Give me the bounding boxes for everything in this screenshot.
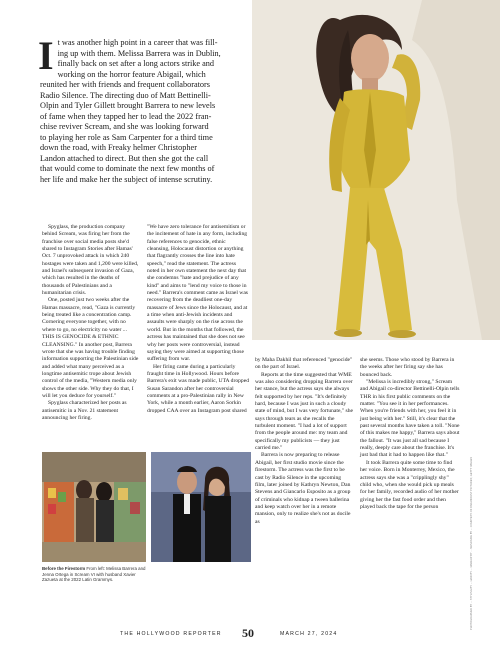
lead-paragraph — [38, 33, 250, 185]
page-number: 50 — [242, 626, 254, 640]
lead-line: that would come to dominate the next few months of — [40, 164, 215, 173]
lead-line: chise reviver Scream, and she was looking forward — [40, 122, 209, 131]
body-column-4 — [360, 357, 460, 511]
caption-title: Before the Firestorm — [42, 566, 86, 571]
lead-line: reunited her with friends and frequent collaborators — [40, 80, 210, 89]
lead-line: her life and make her the subject of intense scrutiny. — [40, 174, 213, 184]
body-paragraph: Her firing came during a particularly fraught time in Hollywood. Hours before Barrera's exit was made public, UTA dropped Susan Sarandon after her controversial comments at a pro-Palestinian rally in New York, while a month earlier, Aaron Sorkin dropped CAA over an Instagram post shared — [147, 363, 249, 414]
main-portrait-photo — [252, 0, 500, 340]
body-paragraph: "Melissa is incredibly strong," Scream and Abigail co-director Bettinelli-Olpin tells THR in his first public comments on the matter. "You see it in her performances. When you're friends with her, you feel it in just being with her." Still, it's clear that the past several months have taken a toll. "None of this makes me happy," Barrera says about the fallout. "It was just all sad because I really, deeply care about the franchise. It's just bad that it had to happen like that." — [360, 379, 460, 459]
body-paragraph: Reports at the time suggested that WME was also considering dropping Barrera over her stance, but the actress says she always felt supported by her reps. "It's definitely hard, because I was just in such a cloudy state of mind, but I was very fortunate," she says through tears as she recalls the turbulent moment. "I had a lot of support from the people around me: my team and specifically my publicists — they just carried me." — [255, 371, 353, 452]
couple-illustration — [151, 452, 251, 562]
lead-line: finally back on set after a long actors strike and — [57, 59, 215, 68]
issue-date: MARCH 27, 2024 — [280, 631, 338, 637]
body-paragraph: One, posted just two weeks after the Hamas massacre, read, "Gaza is currently being treated like a concentration camp. Cornering everyone together, with no where to go, no electricity no water ... THIS IS GENOCIDE & ETHNIC CLEANSING." In another post, Barrera wrote that she was having trouble finding information supporting the Palestinian side and added what many perceived as a longtime antisemitic trope about Jewish control of the media, "Western media only shows the other side. Why they do that, I will let you deduce for yourself." — [42, 297, 139, 399]
body-column-1 — [42, 224, 140, 422]
body-paragraph: Spyglass, the production company behind Scream, was firing her from the franchise over social media posts she'd shared to Instagram Stories after Hamas' Oct. 7 unprovoked attack in which 240 hostages were taken and 1,200 were killed, and Israel's subsequent invasion of Gaza, which has resulted in the deaths of thousands of Palestinians and a humanitarian crisis. — [42, 224, 139, 297]
body-paragraph: by Maha Dakhil that referenced "genocide" on the part of Israel. — [255, 357, 353, 371]
body-paragraph: "We have zero tolerance for antisemitism or the incitement of hate in any form, including false references to genocide, ethnic cleansing, Holocaust distortion or anything that flagrantly crosses the line into hate speech," read the statement. The actress noted in her own statement the next day that she condemns "hate and prejudice of any kind" and aims to "lend my voice to those in need." Barrera's comment came as Israel was recovering from the deadliest one-day massacre of Jews since the Holocaust, and at a time when anti-Jewish incidents and assaults were sharply on the rise across the world. But in the months that followed, the actress has maintained that she does not see why her posts were controversial, instead saying they were aimed at supporting those suffering from war. — [147, 224, 248, 363]
body-column-2 — [147, 224, 249, 415]
lead-line: t was another high point in a career that was fill- — [57, 38, 218, 47]
body-paragraph: It took Barrera quite some time to find her voice. Born in Monterrey, Mexico, the actress says she was a "cripplingly shy" child who, when she would pick up meals for her family, recorded audio of her mother giving her the fast food order and then played back the tape for the person — [360, 459, 459, 510]
body-column-3 — [255, 357, 353, 526]
caption-text: From left: Melissa Barrera and Jenna Ortega in Scream VI with husband Xavier Zazueta at the 2022 Latin Grammys. — [42, 566, 146, 583]
photo-caption — [42, 566, 148, 583]
scream-still-photo — [42, 452, 146, 562]
lead-line: Landon attached to direct. But then she got the call — [40, 153, 209, 163]
store-scene-illustration — [42, 452, 146, 562]
page-footer — [0, 627, 500, 641]
lead-line: down the road, with Freaky helmer Christopher — [40, 143, 197, 152]
photo-credit: PHOTOGRAPHED BY ... STYLING BY ... HAIR BY ... MAKEUP BY ... MANICURE BY ... COURTESY OF PARAMOUNT PICTURES; GETTY IMAGES — [470, 456, 473, 630]
red-carpet-photo — [151, 452, 251, 562]
lead-line: of fame when they tapped her to lead the 2022 fran- — [40, 111, 212, 121]
lead-line: Olpin and Tyler Gillett brought Barrera to new levels — [40, 101, 216, 110]
lead-line: ing up with them. Melissa Barrera was in Dublin, — [57, 48, 221, 58]
lead-line: working on the horror feature Abigail, which — [57, 69, 206, 79]
lead-line: Radio Silence. The directing duo of Matt Bettinelli- — [40, 90, 211, 100]
body-paragraph: Spyglass characterized her posts as antisemitic in a Nov. 21 statement announcing her firing. — [42, 400, 127, 421]
lead-line: to playing her role as Sam Carpenter for a third time — [40, 132, 213, 142]
drop-cap: I — [38, 33, 54, 78]
body-paragraph: Barrera is now preparing to release Abigail, her first studio movie since the firestorm. The actress was the first to be cast by Radio Silence in the upcoming film, later joined by Kathryn Newton, Dan Stevens and Giancarlo Esposito as a group of criminals who kidnap a tween ballerina and keep watch over her in a remote mansion, only to realize she's not as docile as — [255, 452, 351, 525]
portrait-illustration — [252, 0, 500, 340]
publication-name: THE HOLLYWOOD REPORTER — [120, 631, 222, 637]
body-paragraph: she seems. Those who stood by Barrera in the weeks after her firing say she has bounced back. — [360, 357, 455, 378]
